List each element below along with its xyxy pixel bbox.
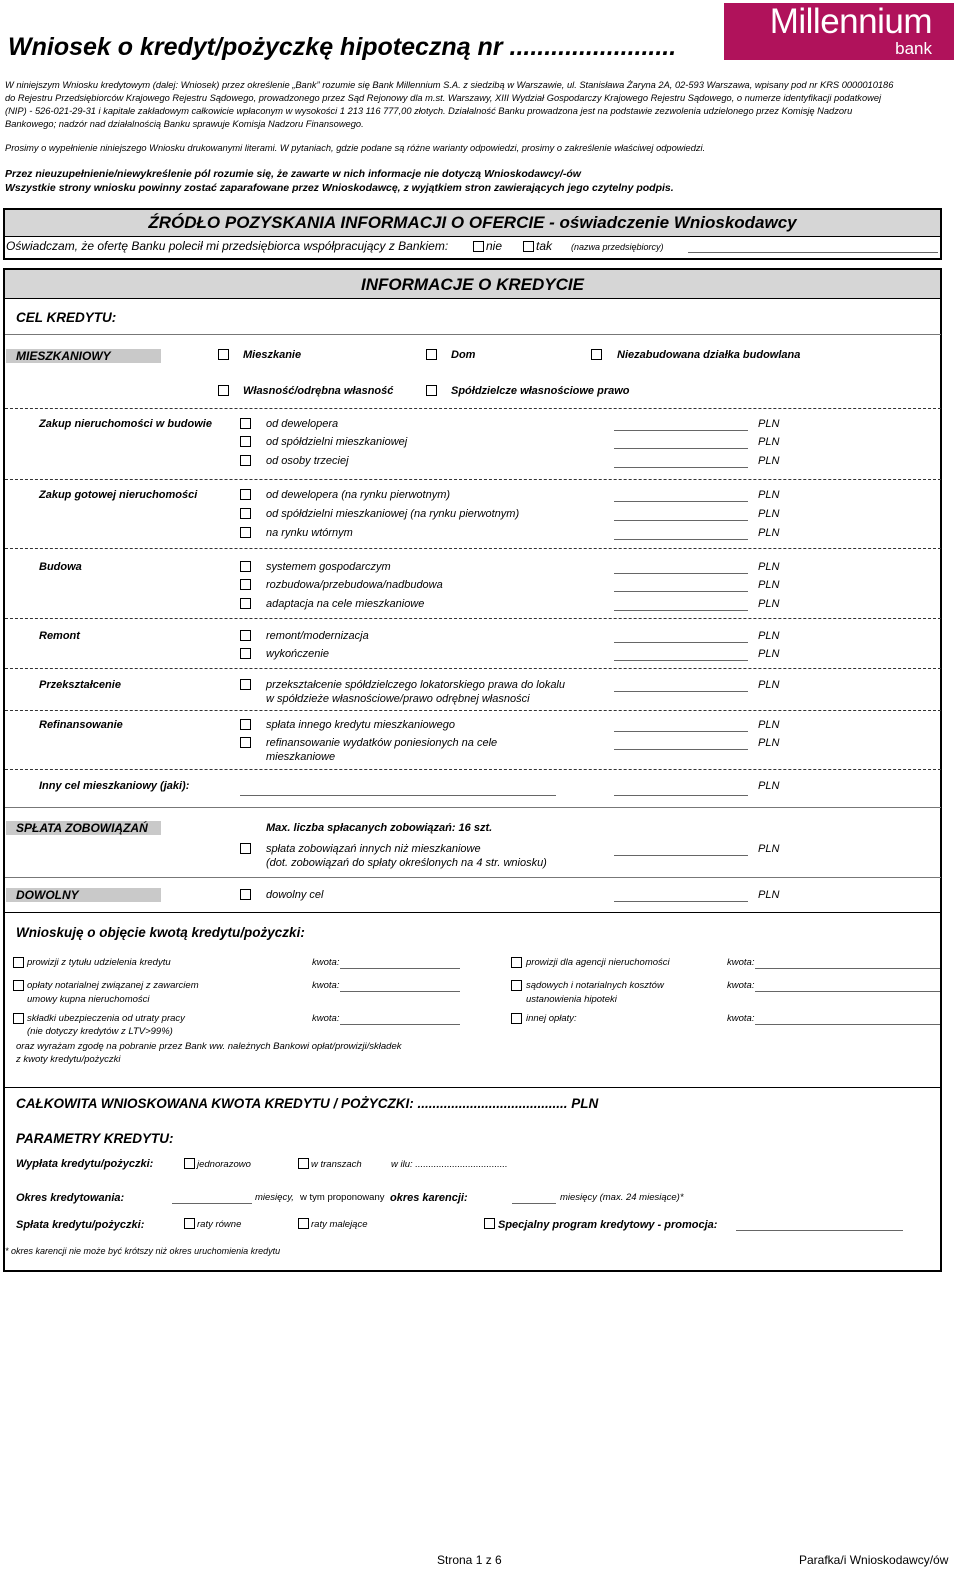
currency-label: PLN	[758, 889, 780, 901]
fee-insurance-checkbox[interactable]	[13, 1013, 24, 1024]
payout-single-label: jednorazowo	[197, 1159, 251, 1170]
other-purpose-amount[interactable]	[614, 795, 748, 796]
g3-adaptation-label: adaptacja na cele mieszkaniowe	[266, 598, 425, 610]
divider	[5, 807, 941, 808]
g3-economic-label: systemem gospodarczym	[266, 561, 391, 573]
repay-nonhousing-note: (dot. zobowiązań do spłaty określonych na 4 str. wniosku)	[266, 857, 547, 869]
initials-label: Parafka/i Wnioskodawcy/ów	[799, 1553, 949, 1567]
amount-label: kwota:	[312, 1013, 340, 1024]
fee-court-label: sądowych i notarialnych kosztów	[526, 980, 664, 991]
currency-label: PLN	[758, 679, 780, 691]
conversion-title: Przekształcenie	[39, 679, 121, 691]
fee-agency-checkbox[interactable]	[511, 957, 522, 968]
amount-label: kwota:	[312, 980, 340, 991]
intro-line: W niniejszym Wniosku kredytowym (dalej: Wniosek) przez określenie „Bank” rozumie się Bank Millennium S.A. z siedzibą w Warszawie, ul. Stanisława Żaryna 2A, 02-593 Warszawa, wpisany pod nr KRS 0000010186	[5, 80, 894, 90]
g2-developer-label: od dewelopera (na rynku pierwotnym)	[266, 489, 451, 501]
intro-line: Bankowego; nadzór nad działalnością Banku sprawuje Komisja Nadzoru Finansowego.	[5, 119, 364, 129]
g2-developer-amount[interactable]	[614, 501, 748, 502]
g6-expenses-checkbox[interactable]	[240, 737, 251, 748]
max-debts-note: Max. liczba spłacanych zobowiązań: 16 szt.	[266, 822, 493, 834]
g3-extension-label: rozbudowa/przebudowa/nadbudowa	[266, 579, 443, 591]
ownership-coop-label: Spółdzielcze własnościowe prawo	[451, 385, 630, 397]
amount-label: kwota:	[727, 957, 755, 968]
payout-tranches-checkbox[interactable]	[298, 1158, 309, 1169]
fee-consent-text-cont: z kwoty kredytu/pożyczki	[16, 1054, 121, 1065]
promo-checkbox[interactable]	[484, 1218, 495, 1229]
g5-conversion-label: przekształcenie spółdzielczego lokatorskiego prawa do lokalu	[266, 679, 565, 691]
currency-label: PLN	[758, 579, 780, 591]
fee-commission-label: prowizji z tytułu udzielenia kredytu	[27, 957, 171, 968]
fee-consent-text: oraz wyrażam zgodę na pobranie przez Bank ww. należnych Bankowi opłat/prowizji/składek	[16, 1041, 402, 1052]
g1-coop-checkbox[interactable]	[240, 436, 251, 447]
g2-coop-amount[interactable]	[614, 520, 748, 521]
g4-modernization-amount[interactable]	[614, 642, 748, 643]
fee-other-label: innej opłaty:	[526, 1013, 577, 1024]
other-purpose-field[interactable]	[240, 795, 556, 796]
promo-label: Specjalny program kredytowy - promocja:	[498, 1219, 718, 1231]
repay-nonhousing-amount[interactable]	[614, 855, 748, 856]
any-purpose-tag: DOWOLNY	[6, 888, 161, 902]
ownership-coop-checkbox[interactable]	[426, 385, 437, 396]
g3-economic-amount[interactable]	[614, 573, 748, 574]
fee-insurance-amount[interactable]	[340, 1024, 460, 1025]
intro-line: do Rejestru Przedsiębiorców Krajowego Rejestru Sądowego, prowadzonego przez Sąd Rejonowy dla m.st. Warszawy, XIII Wydział Gospodarczy Krajowego Rejestru Sądowego, o numerze identyfikacji podatkowej	[5, 93, 882, 103]
payout-single-checkbox[interactable]	[184, 1158, 195, 1169]
g1-third-party-label: od osoby trzeciej	[266, 455, 349, 467]
section-divider	[5, 710, 941, 711]
divider	[5, 877, 941, 878]
source-heading: ŹRÓDŁO POZYSKANIA INFORMACJI O OFERCIE - oświadczenie Wnioskodawcy	[148, 213, 797, 232]
currency-label: PLN	[758, 418, 780, 430]
g3-extension-amount[interactable]	[614, 591, 748, 592]
currency-label: PLN	[758, 648, 780, 660]
property-house-checkbox[interactable]	[426, 349, 437, 360]
source-statement: Oświadczam, że ofertę Banku polecił mi przedsiębiorca współpracujący z Bankiem:	[6, 239, 449, 253]
credit-heading: INFORMACJE O KREDYCIE	[361, 275, 584, 294]
period-unit: miesięcy,	[255, 1192, 294, 1203]
g3-adaptation-amount[interactable]	[614, 610, 748, 611]
currency-label: PLN	[758, 527, 780, 539]
g1-developer-amount[interactable]	[614, 430, 748, 431]
property-flat-label: Mieszkanie	[243, 349, 302, 361]
currency-label: PLN	[758, 455, 780, 467]
g4-finishing-label: wykończenie	[266, 648, 329, 660]
period-months-field[interactable]	[172, 1203, 252, 1204]
g6-expenses-label: refinansowanie wydatków poniesionych na cele	[266, 737, 498, 749]
initials-warning: Wszystkie strony wniosku powinny zostać zaparafowane przez Wnioskodawcę, z wyjątkiem stron zawierających jego czytelny podpis.	[5, 182, 674, 194]
purchase-ready-title: Zakup gotowej nieruchomości	[39, 489, 198, 501]
g6-other-loan-label: spłata innego kredytu mieszkaniowego	[266, 719, 455, 731]
params-heading: PARAMETRY KREDYTU:	[16, 1131, 174, 1146]
debt-repayment-tag: SPŁATA ZOBOWIĄZAŃ	[6, 821, 161, 835]
grace-label: okres karencji:	[390, 1192, 468, 1204]
g6-other-loan-checkbox[interactable]	[240, 719, 251, 730]
property-house-label: Dom	[451, 349, 476, 361]
fee-commission-checkbox[interactable]	[13, 957, 24, 968]
currency-label: PLN	[758, 630, 780, 642]
g2-secondary-label: na rynku wtórnym	[266, 527, 353, 539]
currency-label: PLN	[758, 561, 780, 573]
g6-expenses-amount[interactable]	[614, 749, 748, 750]
section-divider	[5, 618, 941, 619]
bank-logo	[724, 3, 954, 60]
currency-label: PLN	[758, 737, 780, 749]
source-no-checkbox[interactable]	[473, 241, 484, 252]
partner-name-hint: (nazwa przedsiębiorcy)	[571, 242, 664, 252]
equal-installments-label: raty równe	[197, 1219, 242, 1230]
fee-insurance-label: składki ubezpieczenia od utraty pracy	[27, 1013, 185, 1024]
g5-conversion-checkbox[interactable]	[240, 679, 251, 690]
grace-months-field[interactable]	[512, 1203, 556, 1204]
source-yes-checkbox[interactable]	[523, 241, 534, 252]
g4-finishing-amount[interactable]	[614, 660, 748, 661]
divider	[5, 334, 941, 335]
installments-label: Spłata kredytu/pożyczki:	[16, 1219, 145, 1231]
intro-line: (NIP) - 526-021-29-31 i kapitale zakładowym całkowicie wpłaconym w wysokości 1 213 116 777,00 złotych. Działalność Banku prowadzona jest na podstawie zezwolenia udzielonego przez Komisję Nadzoru	[5, 106, 853, 116]
currency-label: PLN	[758, 719, 780, 731]
fill-instruction: Prosimy o wypełnienie niniejszego Wniosku drukowanymi literami. W pytaniach, gdzie podane są różne warianty odpowiedzi, prosimy o zakreślenie właściwej odpowiedzi.	[5, 143, 706, 153]
logo-subtext: bank	[895, 39, 932, 58]
promo-field[interactable]	[736, 1230, 903, 1231]
construction-title: Budowa	[39, 561, 82, 573]
fee-court-label-cont: ustanowienia hipoteki	[526, 994, 617, 1005]
section-divider	[5, 548, 941, 549]
any-purpose-checkbox[interactable]	[240, 889, 251, 900]
logo-wordmark: Millennium	[769, 2, 932, 41]
g2-secondary-amount[interactable]	[614, 539, 748, 540]
intro-text	[5, 79, 945, 131]
repay-nonhousing-checkbox[interactable]	[240, 843, 251, 854]
grace-prefix: w tym proponowany	[300, 1192, 385, 1203]
grace-footnote: * okres karencji nie może być krótszy niż okres uruchomienia kredytu	[5, 1246, 281, 1256]
g2-coop-label: od spółdzielni mieszkaniowej (na rynku pierwotnym)	[266, 508, 520, 520]
g2-coop-checkbox[interactable]	[240, 508, 251, 519]
g4-modernization-checkbox[interactable]	[240, 630, 251, 641]
fee-other-amount[interactable]	[755, 1024, 940, 1025]
g1-coop-label: od spółdzielni mieszkaniowej	[266, 436, 408, 448]
source-no-label: nie	[486, 239, 503, 253]
g6-other-loan-amount[interactable]	[614, 731, 748, 732]
any-purpose-amount[interactable]	[614, 901, 748, 902]
g1-developer-checkbox[interactable]	[240, 418, 251, 429]
amount-label: kwota:	[727, 980, 755, 991]
g6-expenses-label-cont: mieszkaniowe	[266, 751, 336, 763]
fee-notary-checkbox[interactable]	[13, 980, 24, 991]
divider	[5, 1087, 941, 1088]
fee-agency-label: prowizji dla agencji nieruchomości	[526, 957, 670, 968]
period-label: Okres kredytowania:	[16, 1192, 125, 1204]
currency-label: PLN	[758, 508, 780, 520]
currency-label: PLN	[758, 598, 780, 610]
fee-notary-label-cont: umowy kupna nieruchomości	[27, 994, 150, 1005]
g5-conversion-amount[interactable]	[614, 691, 748, 692]
currency-label: PLN	[758, 489, 780, 501]
ownership-full-checkbox[interactable]	[218, 385, 229, 396]
g1-developer-label: od dewelopera	[266, 418, 339, 430]
g1-third-party-checkbox[interactable]	[240, 455, 251, 466]
fee-insurance-note: (nie dotyczy kredytów z LTV>99%)	[27, 1026, 173, 1037]
other-purpose-label: Inny cel mieszkaniowy (jaki):	[39, 780, 190, 792]
g3-adaptation-checkbox[interactable]	[240, 598, 251, 609]
g3-extension-checkbox[interactable]	[240, 579, 251, 590]
housing-tag: MIESZKANIOWY	[6, 349, 161, 363]
refinancing-title: Refinansowanie	[39, 719, 123, 731]
partner-name-field[interactable]	[688, 252, 938, 253]
any-purpose-label: dowolny cel	[266, 889, 324, 901]
g4-modernization-label: remont/modernizacja	[266, 630, 369, 642]
amount-label: kwota:	[312, 957, 340, 968]
property-plot-checkbox[interactable]	[591, 349, 602, 360]
fee-court-amount[interactable]	[755, 991, 940, 992]
fee-notary-label: opłaty notarialnej związanej z zawarciem	[27, 980, 199, 991]
source-yes-label: tak	[536, 239, 553, 253]
section-divider	[5, 408, 941, 409]
divider	[5, 912, 941, 913]
g3-economic-checkbox[interactable]	[240, 561, 251, 572]
purpose-label: CEL KREDYTU:	[16, 310, 117, 325]
currency-label: PLN	[758, 843, 780, 855]
fee-court-checkbox[interactable]	[511, 980, 522, 991]
g4-finishing-checkbox[interactable]	[240, 648, 251, 659]
renovation-title: Remont	[39, 630, 80, 642]
section-divider	[5, 479, 941, 480]
blank-fields-warning: Przez nieuzupełnienie/niewykreślenie pól rozumie się, że zawarte w nich informacje nie dotyczą Wnioskodawcy/-ów	[5, 168, 581, 180]
g1-coop-amount[interactable]	[614, 448, 748, 449]
section-divider	[5, 769, 941, 770]
currency-label: PLN	[758, 780, 780, 792]
grace-unit: miesięcy (max. 24 miesiące)*	[560, 1192, 684, 1203]
fee-notary-amount[interactable]	[340, 991, 460, 992]
page-number: Strona 1 z 6	[437, 1553, 502, 1567]
payout-tranches-label: w transzach	[311, 1159, 362, 1170]
fee-commission-amount[interactable]	[340, 968, 460, 969]
property-flat-checkbox[interactable]	[218, 349, 229, 360]
g2-secondary-checkbox[interactable]	[240, 527, 251, 538]
g1-third-party-amount[interactable]	[614, 467, 748, 468]
fees-heading: Wnioskuję o objęcie kwotą kredytu/pożyczki:	[16, 925, 305, 940]
page-title: Wniosek o kredyt/pożyczkę hipoteczną nr ........................	[8, 33, 677, 61]
decreasing-installments-checkbox[interactable]	[298, 1218, 309, 1229]
g2-developer-checkbox[interactable]	[240, 489, 251, 500]
ownership-full-label: Własność/odrębna własność	[243, 385, 394, 397]
section-divider	[5, 668, 941, 669]
payout-label: Wypłata kredytu/pożyczki:	[16, 1158, 154, 1170]
purchase-under-construction-title: Zakup nieruchomości w budowie	[39, 418, 212, 430]
fee-other-checkbox[interactable]	[511, 1013, 522, 1024]
repay-nonhousing-label: spłata zobowiązań innych niż mieszkaniowe	[266, 843, 481, 855]
property-plot-label: Niezabudowana działka budowlana	[617, 349, 801, 361]
g5-conversion-label-cont: w spółdzieże własnościowe/prawo odrębnej własności	[266, 693, 530, 705]
total-amount-label: CAŁKOWITA WNIOSKOWANA KWOTA KREDYTU / POŻYCZKI: ........................................ PLN	[16, 1096, 599, 1111]
amount-label: kwota:	[727, 1013, 755, 1024]
fee-agency-amount[interactable]	[755, 968, 940, 969]
decreasing-installments-label: raty malejące	[311, 1219, 368, 1230]
tranche-count-field[interactable]: w ilu: ...................................	[391, 1159, 508, 1170]
currency-label: PLN	[758, 436, 780, 448]
equal-installments-checkbox[interactable]	[184, 1218, 195, 1229]
